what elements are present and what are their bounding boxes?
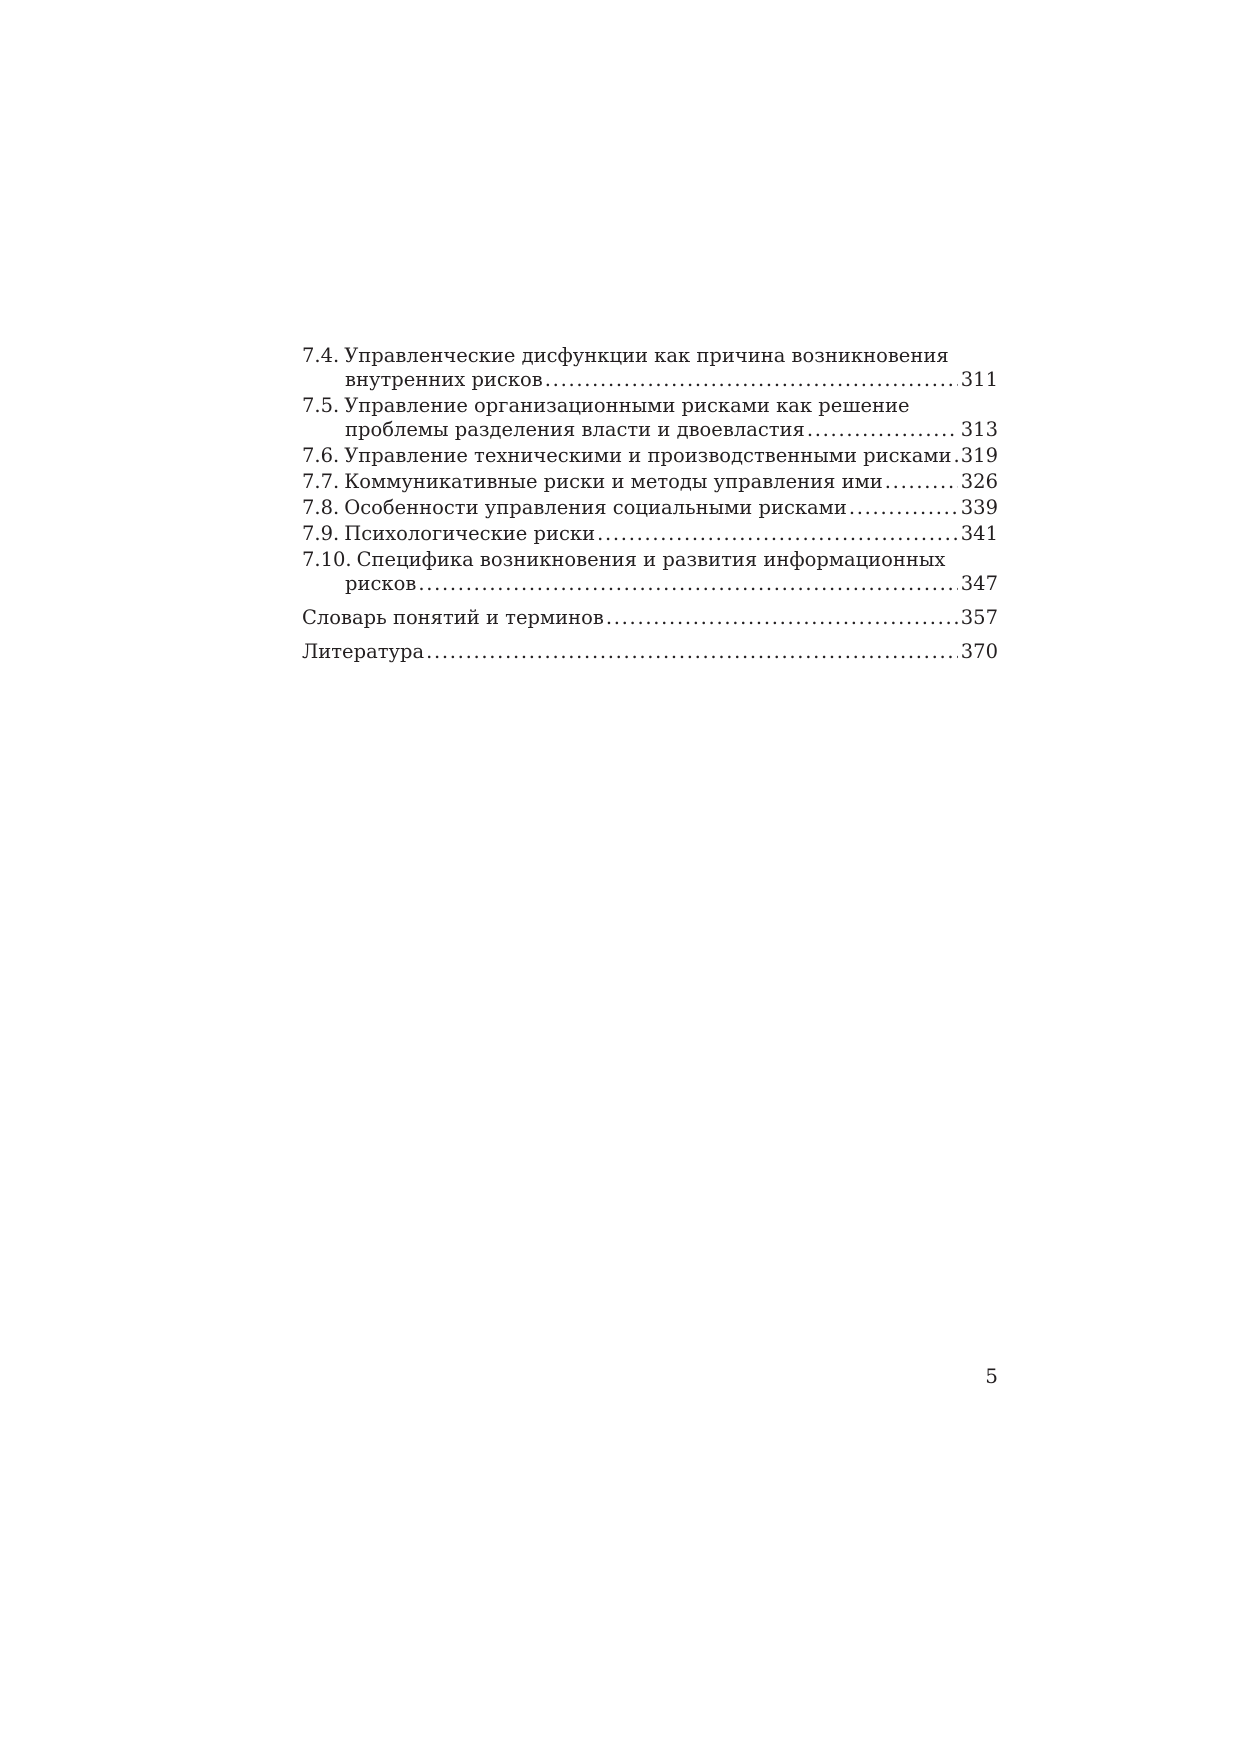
toc-entry-page: 347 [960,572,998,595]
dot-leader [418,572,957,596]
toc-entry-title: Управление техническими и производственными рисками [344,444,952,467]
dot-leader [807,418,958,442]
toc-entry-number: 7.7. [302,470,340,493]
toc-entry-page: 341 [960,522,998,545]
dot-leader [606,606,958,630]
toc-entry-title: Управленческие дисфункции как причина возникновения [344,344,949,367]
toc-entry-glossary[interactable] [302,606,998,630]
table-of-contents [302,344,998,664]
toc-entry-page: 319 [960,444,998,467]
toc-entry-title-continued: рисков [345,572,417,595]
toc-entry-page: 370 [960,640,998,663]
toc-entry-7-10[interactable] [302,548,998,596]
toc-entry-title: Психологические риски [344,522,596,545]
toc-entry-page: 339 [960,496,998,519]
toc-entry-7-6[interactable] [302,444,998,468]
toc-entry-title: Управление организационными рисками как решение [344,394,910,417]
toc-entry-literature[interactable] [302,640,998,664]
toc-entry-page: 313 [960,418,998,441]
toc-entry-7-4[interactable] [302,344,998,392]
toc-entry-number: 7.6. [302,444,340,467]
toc-entry-number: 7.10. [302,548,352,571]
dot-leader [849,496,958,520]
toc-entry-title: Особенности управления социальными рисками [344,496,847,519]
toc-entry-7-9[interactable] [302,522,998,546]
toc-entry-title: Коммуникативные риски и методы управления ими [344,470,883,493]
toc-entry-title-continued: проблемы разделения власти и двоевластия [345,418,805,441]
toc-entry-number: 7.4. [302,344,340,367]
toc-entry-title: Литература [302,640,425,663]
dot-leader [954,444,958,468]
dot-leader [426,640,958,664]
dot-leader [545,368,958,392]
dot-leader [885,470,958,494]
toc-entry-number: 7.9. [302,522,340,545]
toc-entry-7-8[interactable] [302,496,998,520]
toc-entry-title: Словарь понятий и терминов [302,606,604,629]
toc-entry-7-5[interactable] [302,394,998,442]
toc-entry-number: 7.5. [302,394,340,417]
toc-entry-title-continued: внутренних рисков [345,368,543,391]
toc-entry-page: 311 [960,368,998,391]
toc-entry-7-7[interactable] [302,470,998,494]
dot-leader [597,522,958,546]
toc-entry-title: Специфика возникновения и развития информационных [356,548,946,571]
toc-entry-number: 7.8. [302,496,340,519]
toc-entry-page: 326 [960,470,998,493]
page-number: 5 [985,1364,998,1388]
toc-entry-page: 357 [960,606,998,629]
